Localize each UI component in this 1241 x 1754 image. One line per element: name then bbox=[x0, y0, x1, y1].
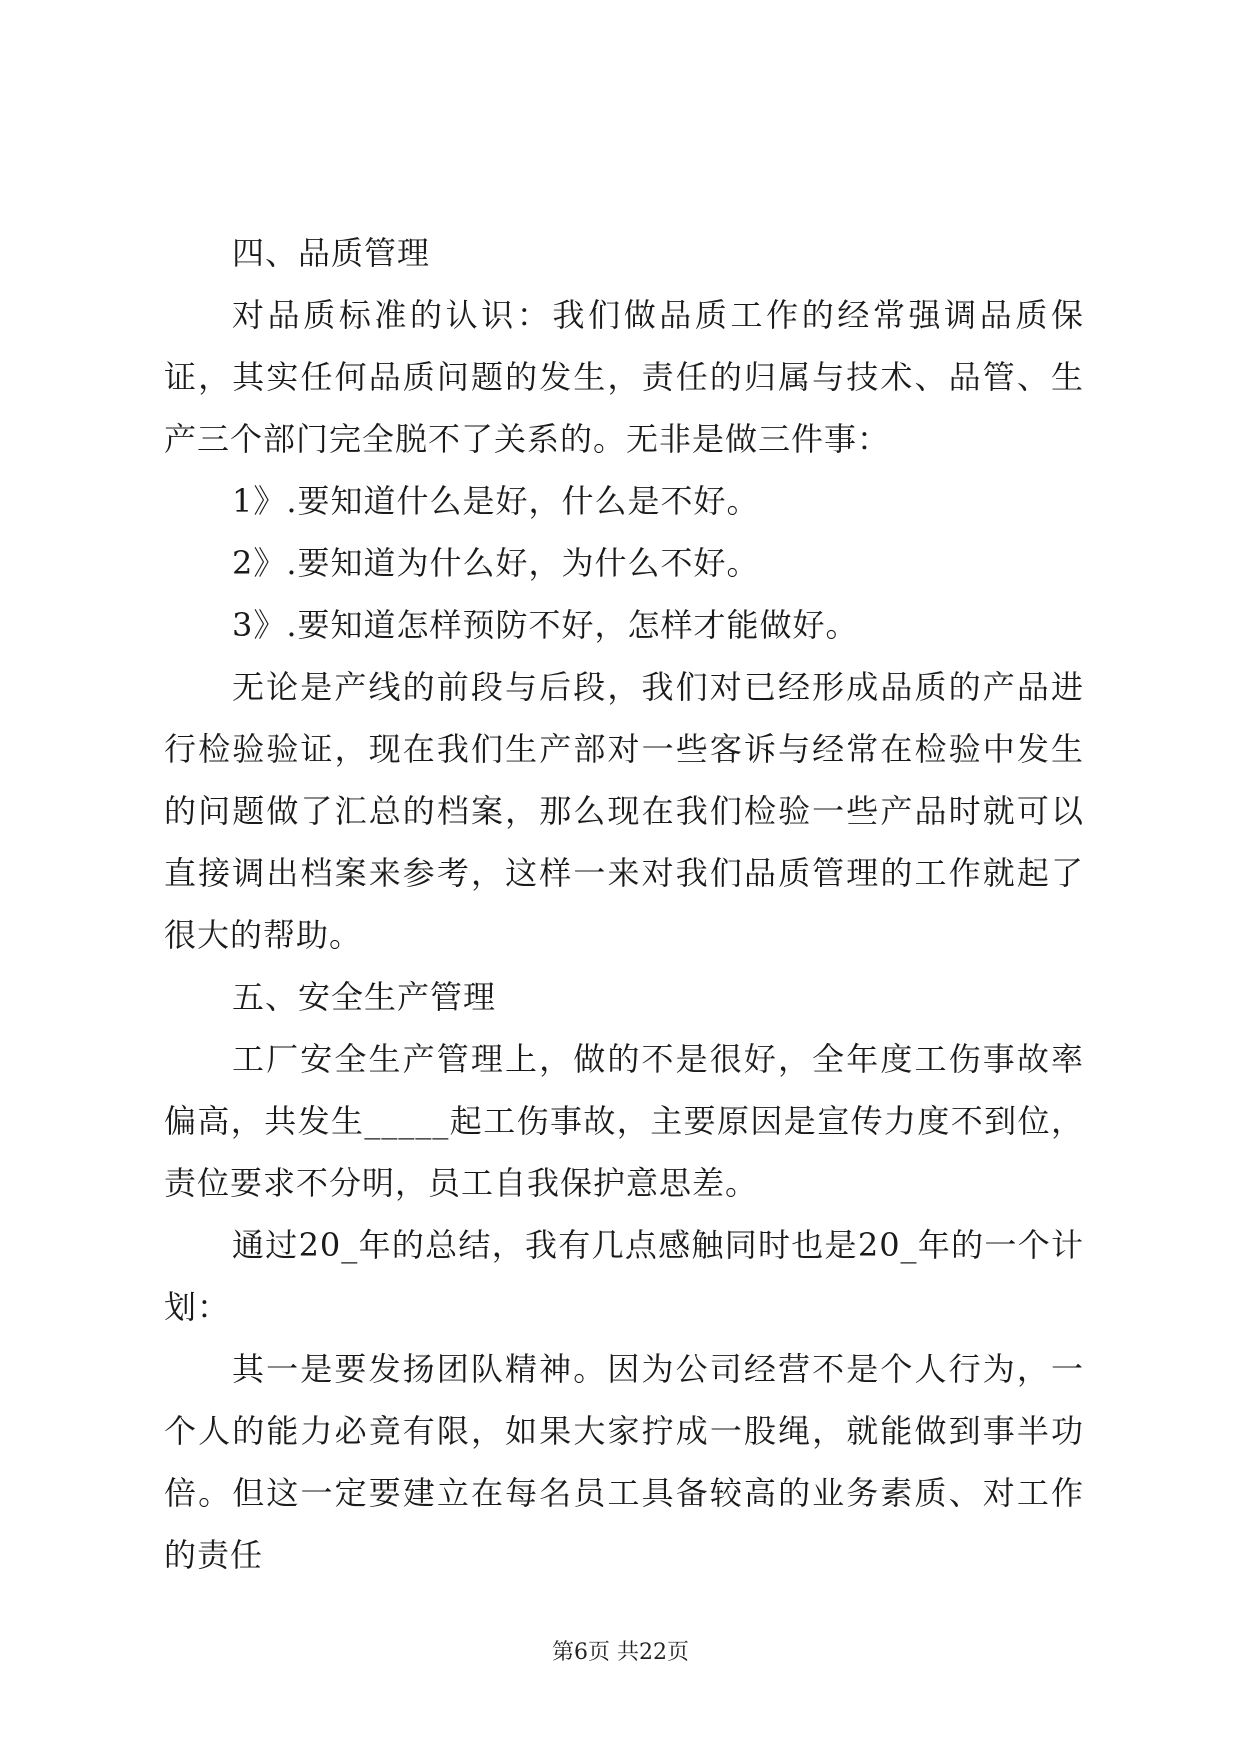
page-footer: 第6页 共22页 bbox=[552, 1640, 689, 1665]
list-item-2: 2》.要知道为什么好，为什么不好。 bbox=[232, 544, 760, 582]
section-heading-quality: 四、品质管理 bbox=[232, 234, 431, 272]
list-item-1: 1》.要知道什么是好，什么是不好。 bbox=[232, 482, 760, 520]
section-heading-safety: 五、安全生产管理 bbox=[232, 978, 497, 1016]
paragraph-teamwork: 其一是要发扬团队精神。因为公司经营不是个人行为，一个人的能力必竟有限，如果大家拧成一股绳，就能做到事半功倍。但这一定要建立在每名员工具备较高的业务素质、对工作的责任 bbox=[164, 1350, 1084, 1574]
list-item-3: 3》.要知道怎样预防不好，怎样才能做好。 bbox=[232, 606, 859, 644]
paragraph-inspection: 无论是产线的前段与后段，我们对已经形成品质的产品进行检验验证，现在我们生产部对一些客诉与经常在检验中发生的问题做了汇总的档案，那么现在我们检验一些产品时就可以直接调出档案来参考，这样一来对我们品质管理的工作就起了很大的帮助。 bbox=[164, 668, 1084, 954]
paragraph-summary: 通过20_年的总结，我有几点感触同时也是20_年的一个计划： bbox=[164, 1226, 1084, 1326]
paragraph-safety: 工厂安全生产管理上，做的不是很好，全年度工伤事故率偏高，共发生_____起工伤事故，主要原因是宣传力度不到位，责位要求不分明，员工自我保护意思差。 bbox=[164, 1040, 1084, 1202]
paragraph-quality-standard: 对品质标准的认识：我们做品质工作的经常强调品质保证，其实任何品质问题的发生，责任的归属与技术、品管、生产三个部门完全脱不了关系的。无非是做三件事： bbox=[164, 296, 1084, 458]
document-body bbox=[164, 222, 1084, 1586]
